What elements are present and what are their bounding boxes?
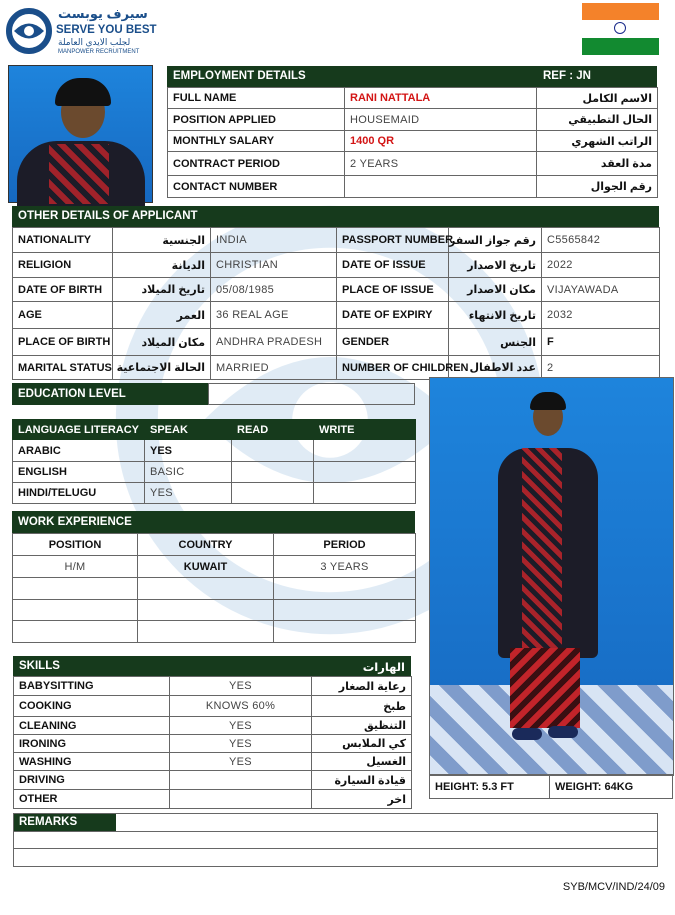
- place-of-birth-value: ANDHRA PRADESH: [211, 329, 337, 356]
- skill-row: DRIVING قيادة السيارة: [14, 771, 412, 790]
- language-row: HINDI/TELUGU YES: [13, 483, 416, 504]
- monthly-salary-ar: الراتب الشهري: [537, 131, 658, 152]
- position-applied-label: POSITION APPLIED: [168, 109, 345, 131]
- ref-label: REF : JN: [543, 70, 591, 82]
- full-name-value: RANI NATTALA: [345, 88, 537, 109]
- contract-period-label: CONTRACT PERIOD: [168, 152, 345, 176]
- passport-number-label: PASSPORT NUMBER: [337, 228, 449, 253]
- date-of-issue-value: 2022: [542, 253, 660, 278]
- info-row: [13, 278, 660, 302]
- contact-number-ar: رقم الجوال: [537, 176, 658, 198]
- other-details-table: [12, 227, 660, 380]
- position-applied-value: HOUSEMAID: [345, 109, 537, 131]
- skills-header-ar: الهارات: [362, 662, 405, 674]
- nationality-ar: الجنسية: [113, 228, 211, 253]
- country-col-header: COUNTRY: [138, 534, 274, 556]
- speak-header: SPEAK: [145, 420, 232, 440]
- gender-ar: الجنس: [449, 329, 542, 356]
- work-row: [13, 578, 416, 600]
- logo-name: SERVE YOU BEST: [56, 24, 157, 36]
- contract-period-ar: مدة العقد: [537, 152, 658, 176]
- position-applied-ar: الحال التطبيقي: [537, 109, 658, 131]
- language-header: LANGUAGE LITERACY: [13, 420, 145, 440]
- skill-row: CLEANING YES التنظيق: [14, 717, 412, 735]
- religion-value: CHRISTIAN: [211, 253, 337, 278]
- date-of-expiry-value: 2032: [542, 302, 660, 329]
- place-of-issue-ar: مكان الاصدار: [449, 278, 542, 302]
- height-value: HEIGHT: 5.3 FT: [430, 775, 550, 799]
- marital-status-label: MARITAL STATUS: [13, 356, 113, 380]
- position-col-header: POSITION: [13, 534, 138, 556]
- education-level-header: EDUCATION LEVEL: [12, 383, 208, 405]
- monthly-salary-value: 1400 QR: [345, 131, 537, 152]
- work-experience-table: [12, 533, 416, 643]
- info-row: [13, 302, 660, 329]
- place-of-issue-value: VIJAYAWADA: [542, 278, 660, 302]
- work-row: [13, 621, 416, 643]
- language-row: ENGLISH BASIC: [13, 462, 416, 483]
- footer-code: SYB/MCV/IND/24/09: [562, 881, 665, 893]
- nationality-value: INDIA: [211, 228, 337, 253]
- nationality-label: NATIONALITY: [13, 228, 113, 253]
- date-of-expiry-ar: تاريخ الانتهاء: [449, 302, 542, 329]
- passport-number-ar: رقم جواز السفر: [449, 228, 542, 253]
- info-row: [13, 356, 660, 380]
- weight-value: WEIGHT: 64KG: [550, 775, 673, 799]
- skill-row: COOKING KNOWS 60% طبخ: [14, 696, 412, 717]
- age-value: 36 REAL AGE: [211, 302, 337, 329]
- info-row: [13, 228, 660, 253]
- skill-row: BABYSITTING YES رعاية الصغار: [14, 677, 412, 696]
- date-of-birth-label: DATE OF BIRTH: [13, 278, 113, 302]
- number-of-children-ar: عدد الاطفال: [449, 356, 542, 380]
- work-experience-header: WORK EXPERIENCE: [12, 511, 415, 533]
- place-of-issue-label: PLACE OF ISSUE: [337, 278, 449, 302]
- age-label: AGE: [13, 302, 113, 329]
- applicant-full-body-photo: [429, 377, 674, 776]
- period-col-header: PERIOD: [274, 534, 416, 556]
- skill-row: WASHING YES الغسيل: [14, 753, 412, 771]
- monthly-salary-label: MONTHLY SALARY: [168, 131, 345, 152]
- age-ar: العمر: [113, 302, 211, 329]
- place-of-birth-ar: مكان الميلاد: [113, 329, 211, 356]
- read-header: READ: [232, 420, 314, 440]
- measures-table: [429, 774, 673, 799]
- company-logo: [6, 6, 156, 60]
- skills-table: [13, 676, 412, 809]
- marital-status-value: MARRIED: [211, 356, 337, 380]
- employment-details-header: EMPLOYMENT DETAILS REF : JN: [167, 66, 657, 87]
- number-of-children-value: 2: [542, 356, 660, 380]
- full-name-ar: الاسم الكامل: [537, 88, 658, 109]
- remarks-header: REMARKS: [13, 813, 116, 831]
- education-level-value: [208, 383, 415, 405]
- work-row: [13, 600, 416, 621]
- other-details-header: OTHER DETAILS OF APPLICANT: [12, 206, 659, 227]
- contact-number-value: [345, 176, 537, 198]
- date-of-expiry-label: DATE OF EXPIRY: [337, 302, 449, 329]
- date-of-issue-ar: تاريخ الاصدار: [449, 253, 542, 278]
- logo-arabic: سيرف يوبست: [58, 6, 148, 21]
- write-header: WRITE: [314, 420, 416, 440]
- gender-label: GENDER: [337, 329, 449, 356]
- ashoka-chakra-icon: [614, 22, 626, 34]
- india-flag: [582, 3, 659, 55]
- logo-arabic-sub: لجلب الايدي العاملة: [58, 37, 131, 47]
- date-of-birth-ar: تاريخ الميلاد: [113, 278, 211, 302]
- remarks-line: [13, 831, 658, 849]
- date-of-birth-value: 05/08/1985: [211, 278, 337, 302]
- language-row: ARABIC YES: [13, 440, 416, 462]
- contract-period-value: 2 YEARS: [345, 152, 537, 176]
- skill-row: IRONING YES كي الملابس: [14, 735, 412, 753]
- place-of-birth-label: PLACE OF BIRTH: [13, 329, 113, 356]
- number-of-children-label: NUMBER OF CHILDREN: [337, 356, 449, 380]
- logo-tagline: MANPOWER RECRUITMENT: [58, 49, 140, 55]
- employment-details-table: [167, 87, 658, 198]
- contact-number-label: CONTACT NUMBER: [168, 176, 345, 198]
- gender-value: F: [542, 329, 660, 356]
- work-row: H/M KUWAIT 3 YEARS: [13, 556, 416, 578]
- info-row: [13, 253, 660, 278]
- skills-header: SKILLS الهارات: [13, 656, 411, 676]
- logo-emblem-icon: [6, 8, 52, 54]
- applicant-portrait-photo: [8, 65, 153, 203]
- marital-status-ar: الحالة الاجتماعية: [113, 356, 211, 380]
- full-name-label: FULL NAME: [168, 88, 345, 109]
- date-of-issue-label: DATE OF ISSUE: [337, 253, 449, 278]
- passport-number-value: C5565842: [542, 228, 660, 253]
- language-literacy-table: [12, 419, 416, 504]
- religion-ar: الديانة: [113, 253, 211, 278]
- info-row: [13, 329, 660, 356]
- skill-row: OTHER اخر: [14, 790, 412, 809]
- religion-label: RELIGION: [13, 253, 113, 278]
